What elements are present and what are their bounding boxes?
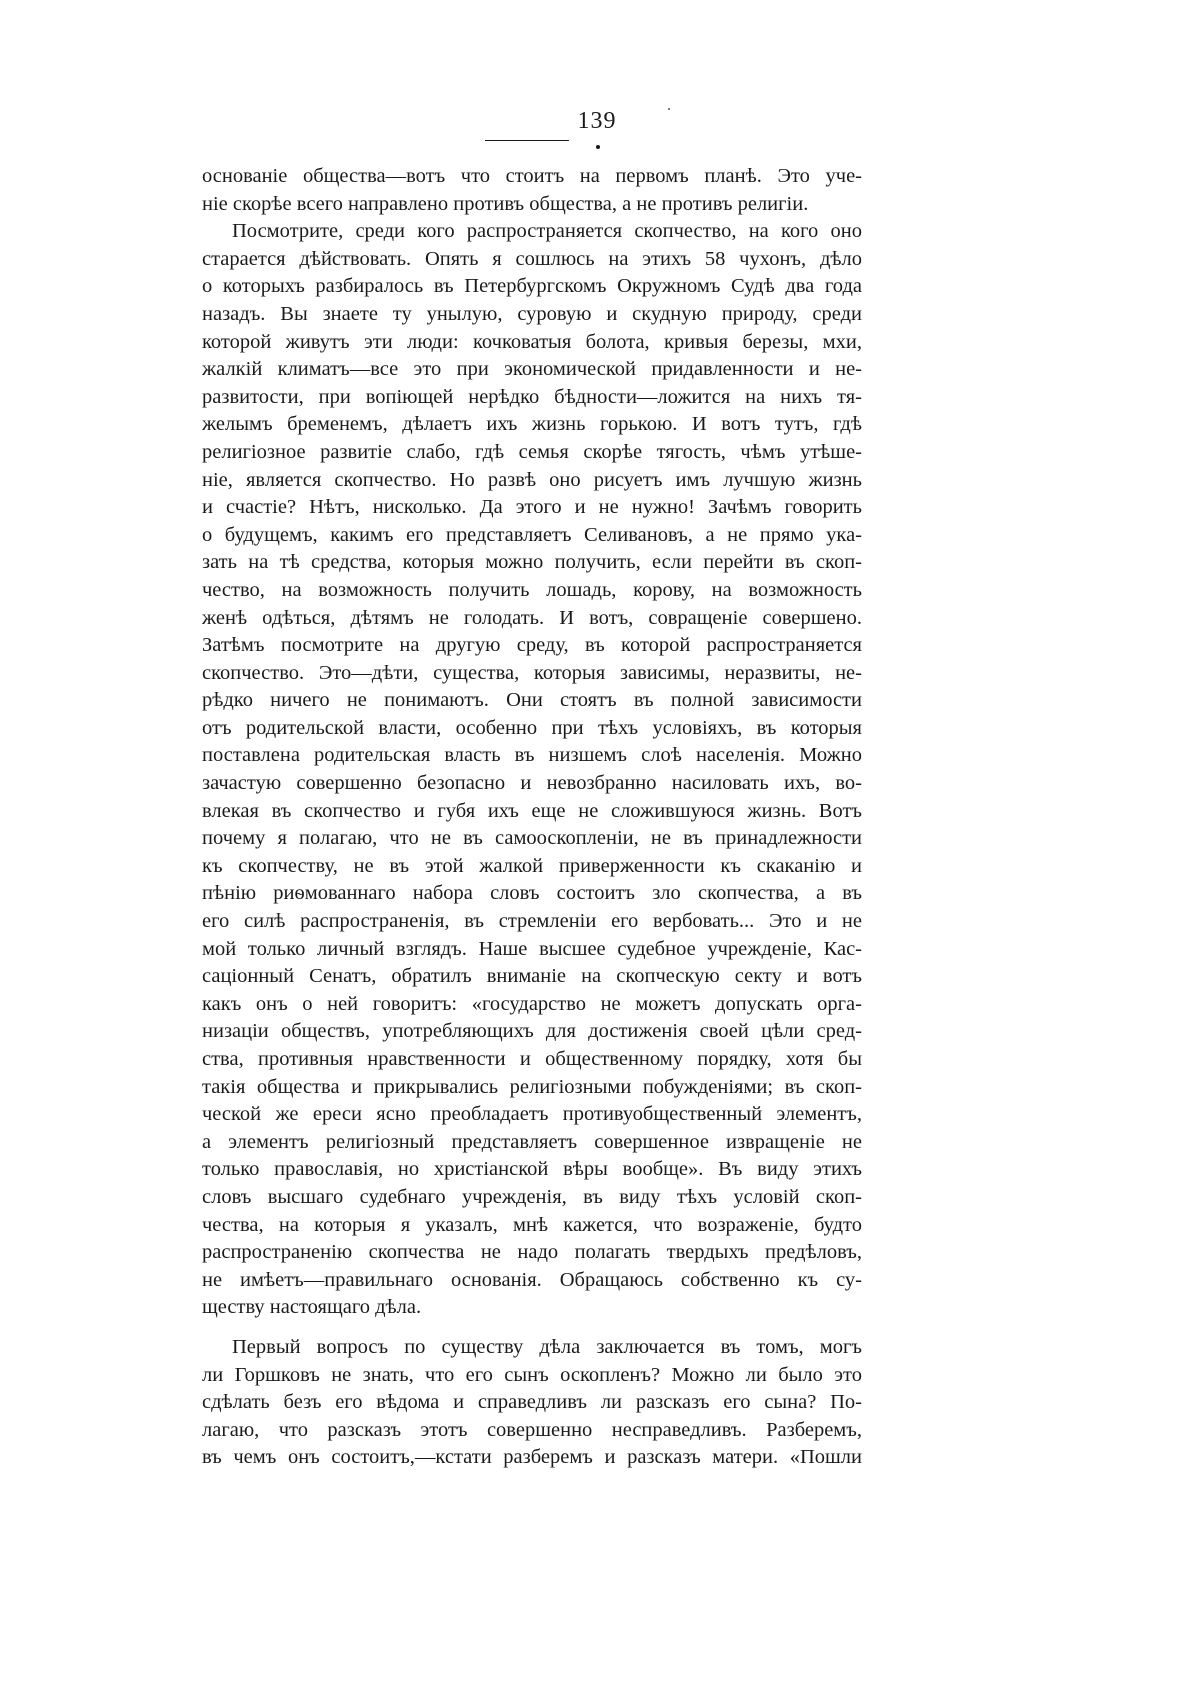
text-line: рѣдко ничего не понимаютъ. Они стоятъ въ полной зависимости (202, 689, 862, 712)
text-line: Первый вопросъ по существу дѣла заключается въ томъ, могъ (232, 1335, 862, 1358)
text-line: религіозное развитіе слабо, гдѣ семья скорѣе тягость, чѣмъ утѣше- (202, 440, 862, 463)
text-line: ніе скорѣе всего направлено противъ общества, а не противъ религіи. (202, 192, 809, 215)
text-line: поставлена родительская власть въ низшемъ слоѣ населенія. Можно (202, 744, 862, 767)
text-line: желымъ бременемъ, дѣлаетъ ихъ жизнь горькою. И вотъ тутъ, гдѣ (202, 413, 862, 436)
paragraph-gap (202, 1322, 862, 1334)
text-line: развитости, при вопіющей нерѣдко бѣдности—ложится на нихъ тя- (202, 385, 862, 408)
text-line: скопчество. Это—дѣти, существа, которыя зависимы, неразвиты, не- (202, 661, 862, 684)
ink-speck (668, 108, 670, 110)
text-line: и счастіе? Нѣтъ, нисколько. Да этого и не нужно! Зачѣмъ говорить (202, 496, 862, 519)
paragraph (202, 163, 862, 218)
text-line: мой только личный взглядъ. Наше высшее судебное учрежденіе, Кас- (202, 937, 862, 960)
text-line: основаніе общества—вотъ что стоитъ на первомъ планѣ. Это уче- (202, 165, 862, 187)
text-line: низаціи обществъ, употребляющихъ для достиженія своей цѣли сред- (202, 1020, 862, 1043)
text-line: саціонный Сенатъ, обратилъ вниманіе на скопческую секту и вотъ (202, 965, 862, 988)
text-line: только православія, но христіанской вѣры вообще». Въ виду этихъ (202, 1158, 862, 1181)
text-line: въ чемъ онъ состоитъ,—кстати разберемъ и разсказъ матери. «Пошли (202, 1446, 862, 1469)
ink-speck (596, 145, 600, 149)
header-rule (485, 140, 569, 141)
text-line: назадъ. Вы знаете ту унылую, суровую и скудную природу, среди (202, 302, 862, 325)
text-line: старается дѣйствовать. Опять я сошлюсь на этихъ 58 чухонъ, дѣло (202, 247, 862, 270)
text-line: почему я полагаю, что не въ самооскопленіи, не въ принадлежности (202, 827, 862, 850)
text-line: Затѣмъ посмотрите на другую среду, въ которой распространяется (202, 634, 862, 657)
text-line: лагаю, что разсказъ этотъ совершенно несправедливъ. Разберемъ, (202, 1418, 862, 1441)
text-line: а элементъ религіозный представляетъ совершенное извращеніе не (202, 1130, 862, 1153)
text-line: женѣ одѣться, дѣтямъ не голодать. И вотъ, совращеніе совершено. (202, 606, 862, 629)
text-line: его силѣ распространенія, въ стремленіи его вербовать... Это и не (202, 910, 862, 933)
text-line: чество, на возможность получить лошадь, корову, на возможность (202, 578, 862, 601)
text-line: ческой же ереси ясно преобладаетъ противуобщественный элементъ, (202, 1103, 862, 1126)
text-line: какъ онъ о ней говоритъ: «государство не можетъ допускать орга- (202, 992, 862, 1015)
text-line: ства, противныя нравственности и общественному порядку, хотя бы (202, 1048, 862, 1070)
text-line: ли Горшковъ не знать, что его сынъ оскопленъ? Можно ли было это (202, 1363, 862, 1386)
text-line: о которыхъ разбиралось въ Петербургскомъ Окружномъ Судѣ два года (202, 275, 862, 298)
text-line: о будущемъ, какимъ его представляетъ Селивановъ, а не прямо ука- (202, 523, 862, 546)
text-line: не имѣетъ—правильнаго основанія. Обращаюсь собственно къ су- (202, 1268, 862, 1291)
text-line: зать на тѣ средства, которыя можно получить, если перейти въ скоп- (202, 551, 862, 574)
text-line: пѣнію риѳмованнаго набора словъ состоитъ зло скопчества, а въ (202, 882, 862, 905)
text-line: жалкій климатъ—все это при экономической придавленности и не- (202, 358, 862, 381)
text-line: чества, на которыя я указалъ, мнѣ кажется, что возраженіе, будто (202, 1213, 862, 1236)
page-number: 139 (577, 108, 617, 134)
text-line: которой живутъ эти люди: кочковатыя болота, кривыя березы, мхи, (202, 330, 862, 353)
text-line: отъ родительской власти, особенно при тѣхъ условіяхъ, въ которыя (202, 716, 862, 739)
text-line: ніе, является скопчество. Но развѣ оно рисуетъ имъ лучшую жизнь (202, 468, 862, 491)
text-line: Посмотрите, среди кого распространяется скопчество, на кого оно (232, 220, 862, 243)
paragraph (202, 1334, 862, 1472)
text-line: такія общества и прикрывались религіозными побужденіями; въ скоп- (202, 1075, 862, 1098)
text-line: зачастую совершенно безопасно и невозбранно насиловать ихъ, во- (202, 772, 862, 795)
text-line: сдѣлать безъ его вѣдома и справедливъ ли разсказъ его сына? По- (202, 1391, 862, 1414)
paragraph (202, 218, 862, 1322)
text-line: словъ высшаго судебнаго учрежденія, въ виду тѣхъ условій скоп- (202, 1185, 862, 1208)
body-text (202, 163, 862, 1472)
text-line: влекая въ скопчество и губя ихъ еще не сложившуюся жизнь. Вотъ (202, 799, 862, 822)
text-line: ществу настоящаго дѣла. (202, 1296, 422, 1319)
text-line: распространенію скопчества не надо полагать твердыхъ предѣловъ, (202, 1241, 862, 1264)
text-line: къ скопчеству, не въ этой жалкой приверженности къ скаканію и (202, 854, 862, 877)
